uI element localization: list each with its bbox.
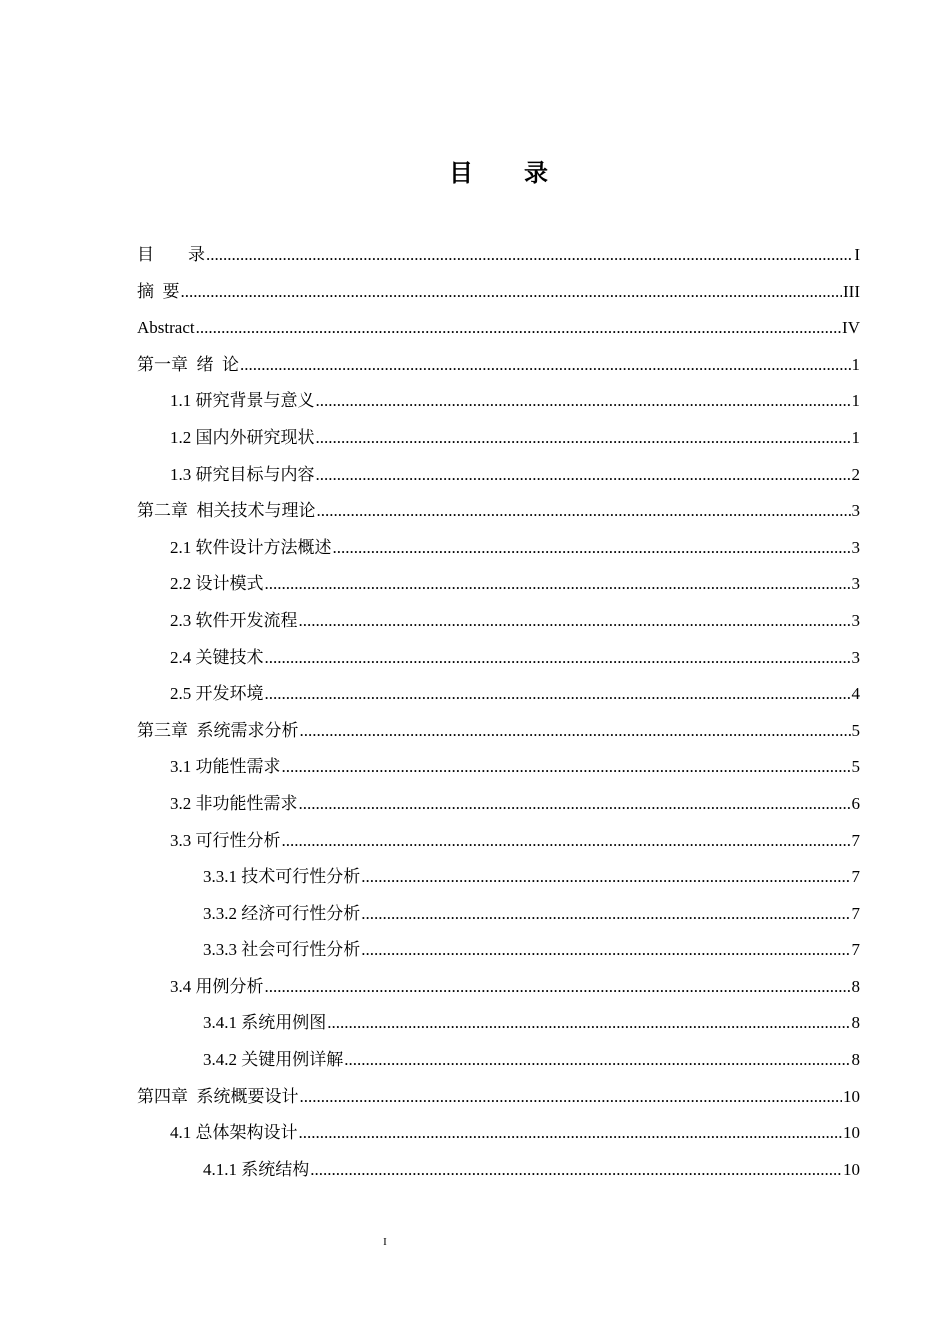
toc-entry-text: 目 录 (137, 245, 205, 264)
toc-entry-text: 3.1 功能性需求 (170, 757, 281, 777)
toc-page-number: 3 (851, 574, 860, 594)
toc-entry-text: 1.3 研究目标与内容 (170, 464, 315, 484)
toc-entry[interactable] (137, 969, 860, 1006)
toc-entry-text: 第二章 相关技术与理论 (137, 501, 316, 521)
toc-page-number: 1 (851, 354, 860, 374)
toc-dot-leader (361, 932, 850, 969)
toc-page-number: III (843, 281, 860, 301)
toc-page-number: 6 (851, 793, 860, 813)
toc-entry-text: 4.1.1 系统结构 (203, 1159, 310, 1179)
toc-page-number: 5 (851, 757, 860, 777)
toc-page-number: 1 (851, 391, 860, 411)
toc-entry[interactable] (137, 310, 860, 347)
toc-dot-leader (327, 1005, 850, 1042)
toc-page-number: 3 (851, 537, 860, 557)
toc-dot-leader (316, 420, 851, 457)
toc-entry-text: 3.3 可行性分析 (170, 830, 281, 850)
toc-entry[interactable] (137, 896, 860, 933)
toc-entry-text: 3.4.1 系统用例图 (203, 1013, 327, 1033)
toc-dot-leader (333, 530, 851, 567)
toc-dot-leader (265, 969, 851, 1006)
toc-entry[interactable] (137, 676, 860, 713)
toc-entry-text: Abstract (137, 318, 195, 338)
toc-dot-leader (206, 237, 853, 274)
toc-entry[interactable] (137, 603, 860, 640)
toc-dot-leader (361, 896, 850, 933)
toc-dot-leader (265, 566, 851, 603)
toc-page-number: 7 (851, 940, 860, 960)
toc-dot-leader (299, 1115, 843, 1152)
toc-dot-leader (316, 383, 851, 420)
toc-entry[interactable] (137, 1042, 860, 1079)
toc-dot-leader (300, 713, 851, 750)
toc-dot-leader (361, 859, 850, 896)
toc-entry[interactable] (137, 932, 860, 969)
toc-page-number: 10 (843, 1159, 860, 1179)
toc-entry[interactable] (137, 1152, 860, 1189)
toc-entry-text: 3.2 非功能性需求 (170, 793, 298, 813)
toc-entry[interactable] (137, 530, 860, 567)
toc-dot-leader (265, 676, 851, 713)
toc-page-number: 7 (851, 903, 860, 923)
toc-entry[interactable] (137, 566, 860, 603)
page-title: 目 录 (449, 159, 549, 187)
toc-entry-text: 3.3.3 社会可行性分析 (203, 940, 361, 960)
toc-entry-text: 1.2 国内外研究现状 (170, 427, 315, 447)
toc-dot-leader (310, 1152, 842, 1189)
table-of-contents (137, 237, 860, 1188)
toc-page-number: IV (842, 318, 860, 338)
toc-page-number: 8 (851, 1050, 860, 1070)
footer-page-number: I (383, 1236, 387, 1248)
toc-entry-text: 2.1 软件设计方法概述 (170, 537, 332, 557)
toc-page-number: 3 (851, 501, 860, 521)
toc-entry-text: 2.4 关键技术 (170, 647, 264, 667)
toc-page-number: I (854, 245, 860, 264)
toc-entry-text: 3.4.2 关键用例详解 (203, 1050, 344, 1070)
toc-entry-text: 3.4 用例分析 (170, 976, 264, 996)
toc-page-number: 1 (851, 427, 860, 447)
toc-entry[interactable] (137, 749, 860, 786)
toc-entry-text: 3.3.2 经济可行性分析 (203, 903, 361, 923)
toc-dot-leader (282, 749, 851, 786)
toc-page-number: 5 (851, 720, 860, 740)
toc-page-number: 10 (843, 1123, 860, 1143)
toc-page-number: 7 (851, 830, 860, 850)
toc-page-number: 8 (851, 976, 860, 996)
toc-entry-text: 4.1 总体架构设计 (170, 1123, 298, 1143)
toc-dot-leader (265, 640, 851, 677)
toc-dot-leader (181, 274, 843, 311)
toc-dot-leader (299, 786, 851, 823)
toc-page-number: 3 (851, 647, 860, 667)
toc-dot-leader (300, 1079, 843, 1116)
toc-entry-text: 2.5 开发环境 (170, 684, 264, 704)
toc-entry-text: 第四章 系统概要设计 (137, 1086, 299, 1106)
toc-entry[interactable] (137, 1079, 860, 1116)
toc-dot-leader (317, 493, 851, 530)
toc-entry[interactable] (137, 420, 860, 457)
toc-page-number: 10 (843, 1086, 860, 1106)
toc-entry-text: 2.2 设计模式 (170, 574, 264, 594)
toc-dot-leader (316, 457, 851, 494)
toc-entry[interactable] (137, 457, 860, 494)
toc-entry[interactable] (137, 1005, 860, 1042)
toc-entry-text: 3.3.1 技术可行性分析 (203, 867, 361, 887)
toc-entry[interactable] (137, 859, 860, 896)
toc-page-number: 2 (851, 464, 860, 484)
toc-page-number: 7 (851, 867, 860, 887)
toc-entry[interactable] (137, 493, 860, 530)
toc-entry-text: 1.1 研究背景与意义 (170, 391, 315, 411)
toc-page-number: 8 (851, 1013, 860, 1033)
toc-entry[interactable] (137, 1115, 860, 1152)
toc-dot-leader (240, 347, 851, 384)
toc-dot-leader (282, 823, 851, 860)
toc-entry[interactable] (137, 640, 860, 677)
toc-entry[interactable] (137, 786, 860, 823)
toc-entry-text: 2.3 软件开发流程 (170, 610, 298, 630)
toc-entry-text: 第三章 系统需求分析 (137, 720, 299, 740)
toc-page-number: 4 (851, 684, 860, 704)
toc-dot-leader (196, 310, 841, 347)
toc-entry-text: 第一章 绪 论 (137, 354, 239, 374)
toc-dot-leader (344, 1042, 850, 1079)
toc-entry[interactable] (137, 713, 860, 750)
toc-entry[interactable] (137, 274, 860, 311)
toc-entry[interactable] (137, 237, 860, 274)
toc-entry-text: 摘 要 (137, 281, 180, 301)
toc-entry[interactable] (137, 823, 860, 860)
toc-dot-leader (299, 603, 851, 640)
toc-page-number: 3 (851, 610, 860, 630)
toc-entry[interactable] (137, 383, 860, 420)
toc-entry[interactable] (137, 347, 860, 384)
